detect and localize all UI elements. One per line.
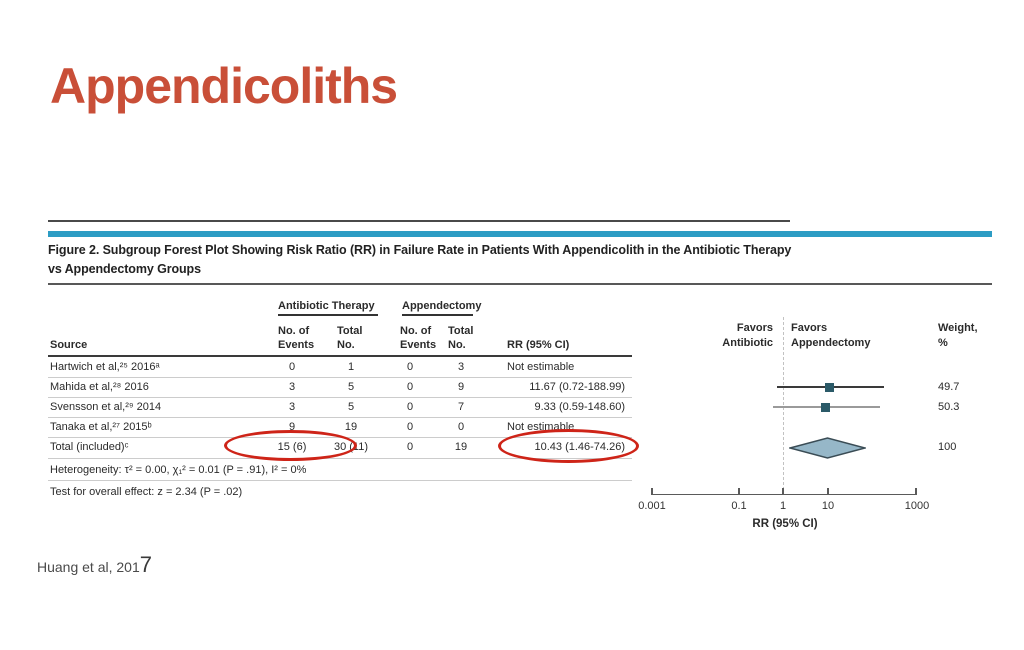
- group-header-antibiotic-underline: [278, 314, 378, 316]
- cell-ab-events: 0: [288, 361, 296, 373]
- axis-tick: [782, 488, 784, 494]
- cell-ap-events: 0: [406, 361, 414, 373]
- highlight-ellipse-rr: [498, 429, 639, 463]
- favors-antibiotic-label: [653, 321, 773, 351]
- slide-title: Appendicoliths: [50, 58, 398, 114]
- weight-value: 50.3: [938, 401, 960, 413]
- overall-effect-text: Test for overall effect: z = 2.34 (P = .02): [50, 486, 243, 498]
- weight-header: [938, 321, 978, 351]
- col-header-ab-events: [278, 324, 314, 352]
- row-separator: [48, 480, 632, 481]
- cell-ab-total: 5: [347, 401, 355, 413]
- table-row: [0, 398, 650, 417]
- cell-ab-total: 1: [347, 361, 355, 373]
- cell-ap-total: 7: [457, 401, 465, 413]
- axis-tick-label: 10: [821, 500, 835, 512]
- col-header-ap-events: [400, 324, 436, 352]
- axis-title: RR (95% CI): [752, 518, 818, 530]
- cell-ap-events: 0: [406, 401, 414, 413]
- figure-teal-bar: [48, 231, 992, 237]
- axis-tick: [915, 488, 917, 494]
- col-header-line: Events: [278, 339, 315, 351]
- axis-tick: [827, 488, 829, 494]
- heterogeneity-text: Heterogeneity: τ² = 0.00, χ₁² = 0.01 (P = .91), I² = 0%: [50, 464, 307, 476]
- cell-rr: Not estimable: [507, 361, 575, 373]
- cell-rr: 10.43 (1.46-74.26): [534, 441, 625, 453]
- col-header-line: Total: [337, 325, 363, 337]
- col-header-ap-total: [448, 324, 473, 352]
- cell-source: Svensson et al,²⁹ 2014: [50, 401, 162, 413]
- cell-ap-total: 3: [457, 361, 465, 373]
- cell-source: Mahida et al,²⁸ 2016: [50, 381, 149, 393]
- citation: [37, 552, 152, 578]
- group-header-antibiotic: Antibiotic Therapy: [278, 300, 375, 312]
- cell-source: Tanaka et al,²⁷ 2015ᵇ: [50, 421, 152, 433]
- axis-tick: [651, 488, 653, 494]
- col-header-line: Total: [448, 325, 474, 337]
- weight-header-line: Weight,: [938, 322, 978, 334]
- col-header-line: No.: [448, 339, 466, 351]
- col-header-line: Events: [400, 339, 437, 351]
- group-header-appendectomy-underline: [402, 314, 473, 316]
- summary-diamond: [789, 437, 866, 459]
- col-header-ab-total: [337, 324, 362, 352]
- cell-source: Hartwich et al,²⁵ 2016ᵃ: [50, 361, 160, 373]
- table-row: [0, 358, 650, 377]
- x-axis-line: [651, 494, 917, 495]
- favors-appendectomy-label: [791, 321, 870, 351]
- highlight-ellipse-events: [224, 430, 357, 461]
- col-header-rr: RR (95% CI): [507, 339, 570, 351]
- cell-ab-events: 9: [288, 421, 296, 433]
- point-marker-svensson: [821, 403, 830, 412]
- favors-label-line: Appendectomy: [791, 337, 871, 349]
- cell-ab-total: 5: [347, 381, 355, 393]
- favors-label-line: Favors: [736, 322, 773, 334]
- axis-tick-label: 1000: [904, 500, 930, 512]
- col-header-source: Source: [50, 339, 88, 351]
- axis-tick-label: 0.1: [731, 500, 747, 512]
- figure-top-rule: [48, 220, 790, 222]
- cell-ab-events: 3: [288, 401, 296, 413]
- cell-rr: 11.67 (0.72-188.99): [529, 381, 625, 393]
- table-header-rule: [48, 355, 632, 357]
- col-header-line: No. of: [278, 325, 310, 337]
- table-row: [0, 378, 650, 397]
- favors-label-line: Favors: [791, 322, 828, 334]
- weight-value: 49.7: [938, 381, 960, 393]
- cell-source: Total (included)ᶜ: [50, 441, 129, 453]
- group-header-appendectomy: Appendectomy: [402, 300, 482, 312]
- figure-caption-line2: vs Appendectomy Groups: [48, 262, 201, 276]
- weight-header-line: %: [938, 337, 948, 349]
- cell-ab-total: 30 (11): [333, 441, 369, 453]
- cell-ap-events: 0: [406, 421, 414, 433]
- cell-ab-events: 3: [288, 381, 296, 393]
- point-marker-mahida: [825, 383, 834, 392]
- cell-ap-total: 0: [457, 421, 465, 433]
- axis-tick-label: 0.001: [638, 500, 666, 512]
- cell-rr: Not estimable: [507, 421, 575, 433]
- cell-ap-total: 19: [454, 441, 468, 453]
- weight-value: 100: [938, 441, 957, 453]
- axis-tick-label: 1: [779, 500, 787, 512]
- page-number: 7: [139, 552, 152, 577]
- figure-caption: [48, 241, 1004, 279]
- cell-ab-total: 19: [344, 421, 358, 433]
- cell-ap-events: 0: [406, 381, 414, 393]
- axis-tick: [738, 488, 740, 494]
- col-header-line: No. of: [400, 325, 432, 337]
- citation-text: Huang et al, 201: [37, 559, 140, 575]
- figure-caption-line1: Figure 2. Subgroup Forest Plot Showing Risk Ratio (RR) in Failure Rate in Patients With Appendicolith in the Antibiotic Therapy: [48, 243, 792, 257]
- cell-ap-total: 9: [457, 381, 465, 393]
- cell-ab-events: 15 (6): [277, 441, 307, 453]
- cell-ap-events: 0: [406, 441, 414, 453]
- cell-rr: 9.33 (0.59-148.60): [534, 401, 625, 413]
- caption-divider: [48, 283, 992, 285]
- favors-label-line: Antibiotic: [722, 337, 773, 349]
- col-header-line: No.: [337, 339, 355, 351]
